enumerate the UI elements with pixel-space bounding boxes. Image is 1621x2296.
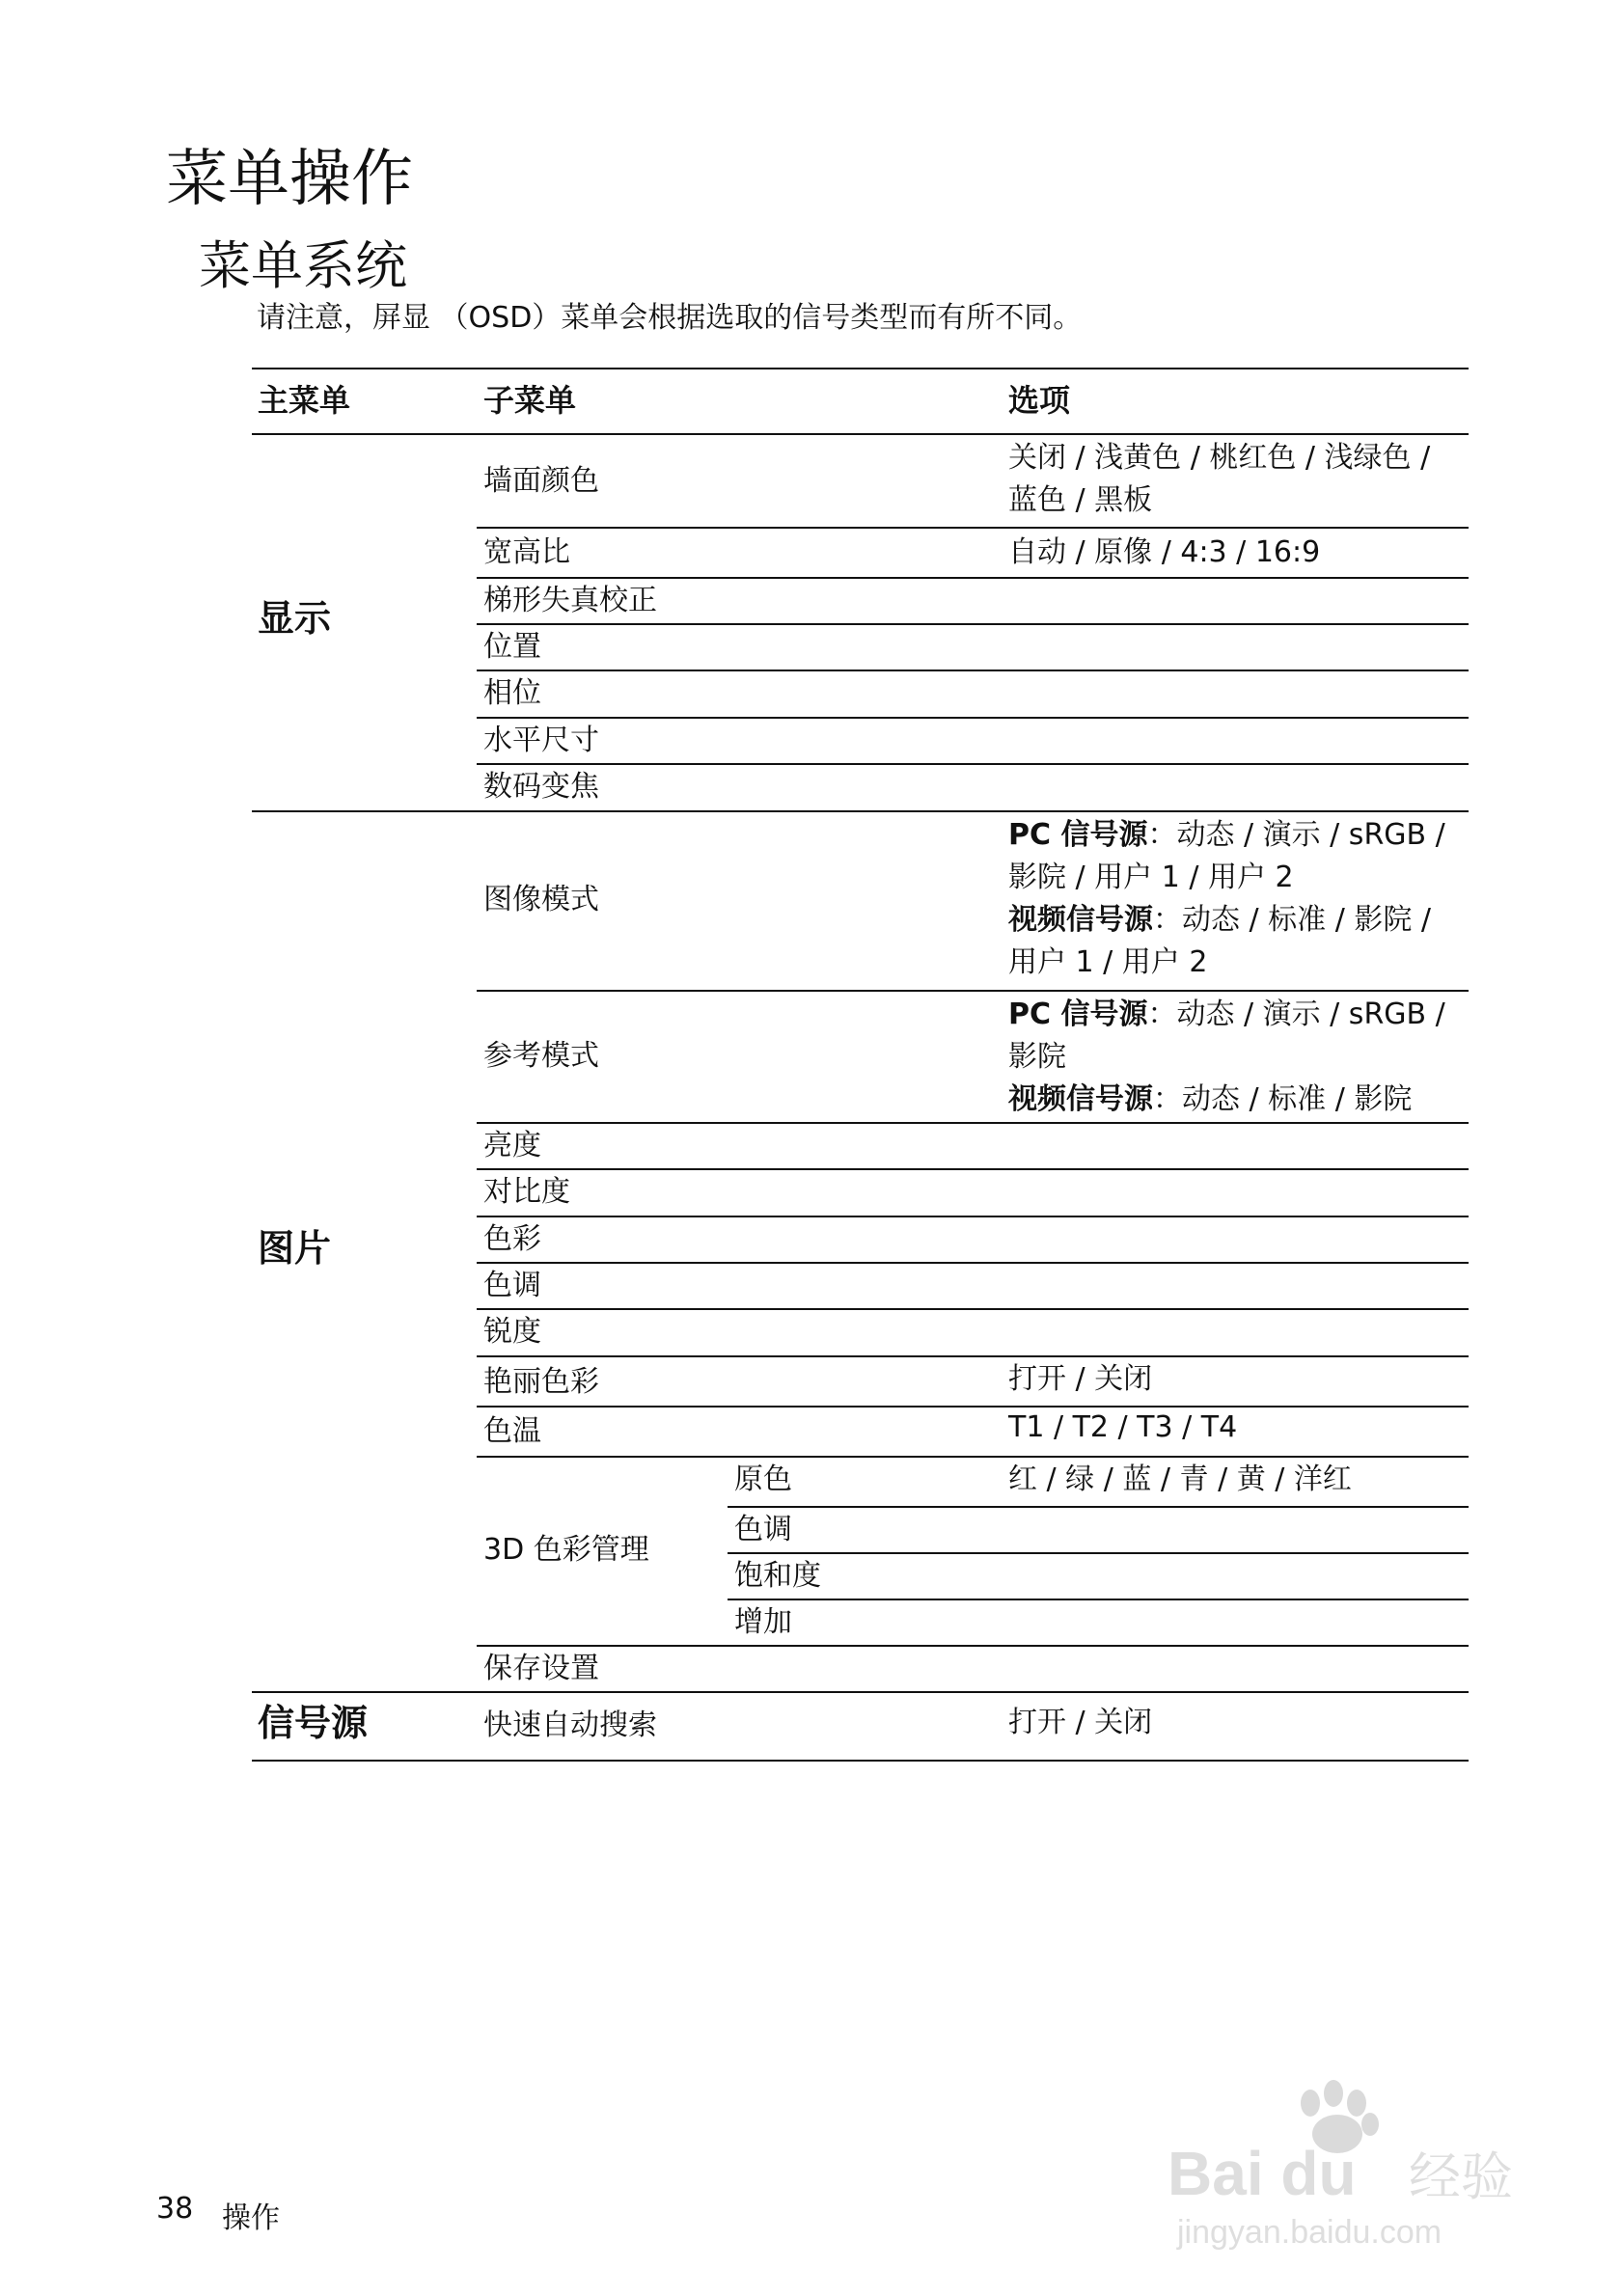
footer-section: 操作 bbox=[222, 2201, 280, 2235]
main-menu-source: 信号源 bbox=[258, 1702, 369, 1744]
cm3d-hue-label: 色调 bbox=[734, 1513, 792, 1546]
cm3d-primary-label: 原色 bbox=[734, 1462, 792, 1496]
row-rule bbox=[477, 1355, 1469, 1357]
sub-wall-color: 墙面颜色 bbox=[483, 464, 599, 498]
row-rule bbox=[477, 1645, 1469, 1647]
options-aspect: 自动 / 原像 / 4:3 / 16:9 bbox=[1008, 535, 1321, 569]
options-picture-mode bbox=[1008, 814, 1462, 984]
section-title: 菜单系统 bbox=[199, 235, 407, 296]
sub-row-rule bbox=[728, 1599, 1469, 1600]
row-rule bbox=[477, 990, 1469, 992]
sub-phase: 相位 bbox=[483, 676, 541, 710]
sub-brilliant-color: 艳丽色彩 bbox=[483, 1365, 599, 1399]
row-rule bbox=[477, 1168, 1469, 1170]
video-source-options: ：动态 / 标准 / 影院 bbox=[1153, 1082, 1413, 1116]
watermark-brand: Bai du bbox=[1168, 2139, 1357, 2208]
main-menu-display: 显示 bbox=[258, 597, 332, 640]
table-top-rule bbox=[252, 368, 1469, 369]
video-source-options: ：动态 / 标准 / 影院 / 用户 1 / 用户 2 bbox=[1008, 903, 1432, 979]
video-source-label: 视频信号源 bbox=[1008, 903, 1153, 937]
sub-aspect: 宽高比 bbox=[483, 535, 570, 569]
options-reference-mode bbox=[1008, 994, 1462, 1121]
row-rule bbox=[477, 527, 1469, 529]
header-main: 主菜单 bbox=[258, 382, 351, 419]
row-rule bbox=[477, 623, 1469, 625]
sub-keystone: 梯形失真校正 bbox=[483, 584, 657, 617]
menu-table bbox=[252, 368, 1469, 1762]
sub-3d-color-management: 3D 色彩管理 bbox=[483, 1533, 649, 1567]
cm3d-gain-label: 增加 bbox=[734, 1605, 792, 1639]
row-rule bbox=[477, 670, 1469, 671]
sub-color-temp: 色温 bbox=[483, 1414, 541, 1448]
sub-zoom: 数码变焦 bbox=[483, 770, 599, 804]
page-number: 38 bbox=[156, 2192, 194, 2226]
sub-tint: 色调 bbox=[483, 1269, 541, 1302]
group-rule bbox=[252, 810, 1469, 812]
sub-save-settings: 保存设置 bbox=[483, 1652, 599, 1685]
row-rule bbox=[477, 763, 1469, 765]
cm3d-saturation-label: 饱和度 bbox=[734, 1559, 821, 1593]
row-rule bbox=[477, 1262, 1469, 1264]
sub-position: 位置 bbox=[483, 630, 541, 664]
intro-text: 请注意，屏显 （OSD）菜单会根据选取的信号类型而有所不同。 bbox=[257, 301, 1083, 335]
sub-sharpness: 锐度 bbox=[483, 1315, 541, 1349]
sub-contrast: 对比度 bbox=[483, 1175, 570, 1209]
row-rule bbox=[477, 577, 1469, 579]
pc-source-options: ：动态 / 演示 / sRGB / 影院 / 用户 1 / 用户 2 bbox=[1008, 818, 1445, 894]
pc-source-label: PC 信号源 bbox=[1008, 818, 1148, 852]
options-quick-auto-search: 打开 / 关闭 bbox=[1008, 1706, 1153, 1739]
row-rule bbox=[477, 1406, 1469, 1408]
sub-picture-mode: 图像模式 bbox=[483, 883, 599, 916]
sub-color: 色彩 bbox=[483, 1222, 541, 1256]
row-rule bbox=[477, 1456, 1469, 1458]
sub-hsize: 水平尺寸 bbox=[483, 724, 599, 757]
sub-brightness: 亮度 bbox=[483, 1129, 541, 1162]
row-rule bbox=[477, 717, 1469, 719]
page-title: 菜单操作 bbox=[166, 144, 413, 215]
baidu-jingyan-watermark bbox=[1148, 2064, 1534, 2257]
group-rule bbox=[252, 1691, 1469, 1693]
table-bottom-rule bbox=[252, 1760, 1469, 1762]
sub-reference-mode: 参考模式 bbox=[483, 1039, 599, 1073]
watermark-url: jingyan.baidu.com bbox=[1177, 2214, 1442, 2251]
options-color-temp: T1 / T2 / T3 / T4 bbox=[1008, 1410, 1238, 1444]
options-brilliant-color: 打开 / 关闭 bbox=[1008, 1362, 1153, 1396]
sub-quick-auto-search: 快速自动搜索 bbox=[483, 1708, 657, 1742]
row-rule bbox=[477, 1216, 1469, 1217]
watermark-cn: 经验 bbox=[1409, 2146, 1513, 2207]
main-menu-picture: 图片 bbox=[258, 1227, 332, 1270]
row-rule bbox=[477, 1308, 1469, 1310]
sub-row-rule bbox=[728, 1506, 1469, 1508]
row-rule bbox=[477, 1122, 1469, 1124]
pc-source-label: PC 信号源 bbox=[1008, 998, 1148, 1031]
header-options: 选项 bbox=[1008, 382, 1071, 419]
pc-source-options: ：动态 / 演示 / sRGB / 影院 bbox=[1008, 998, 1445, 1074]
options-wall-color: 关闭 / 浅黄色 / 桃红色 / 浅绿色 / 蓝色 / 黑板 bbox=[1008, 441, 1431, 517]
table-header-rule bbox=[252, 433, 1469, 435]
video-source-label: 视频信号源 bbox=[1008, 1082, 1153, 1116]
header-sub: 子菜单 bbox=[483, 382, 577, 419]
cm3d-primary-options: 红 / 绿 / 蓝 / 青 / 黄 / 洋红 bbox=[1008, 1462, 1352, 1496]
sub-row-rule bbox=[728, 1552, 1469, 1554]
